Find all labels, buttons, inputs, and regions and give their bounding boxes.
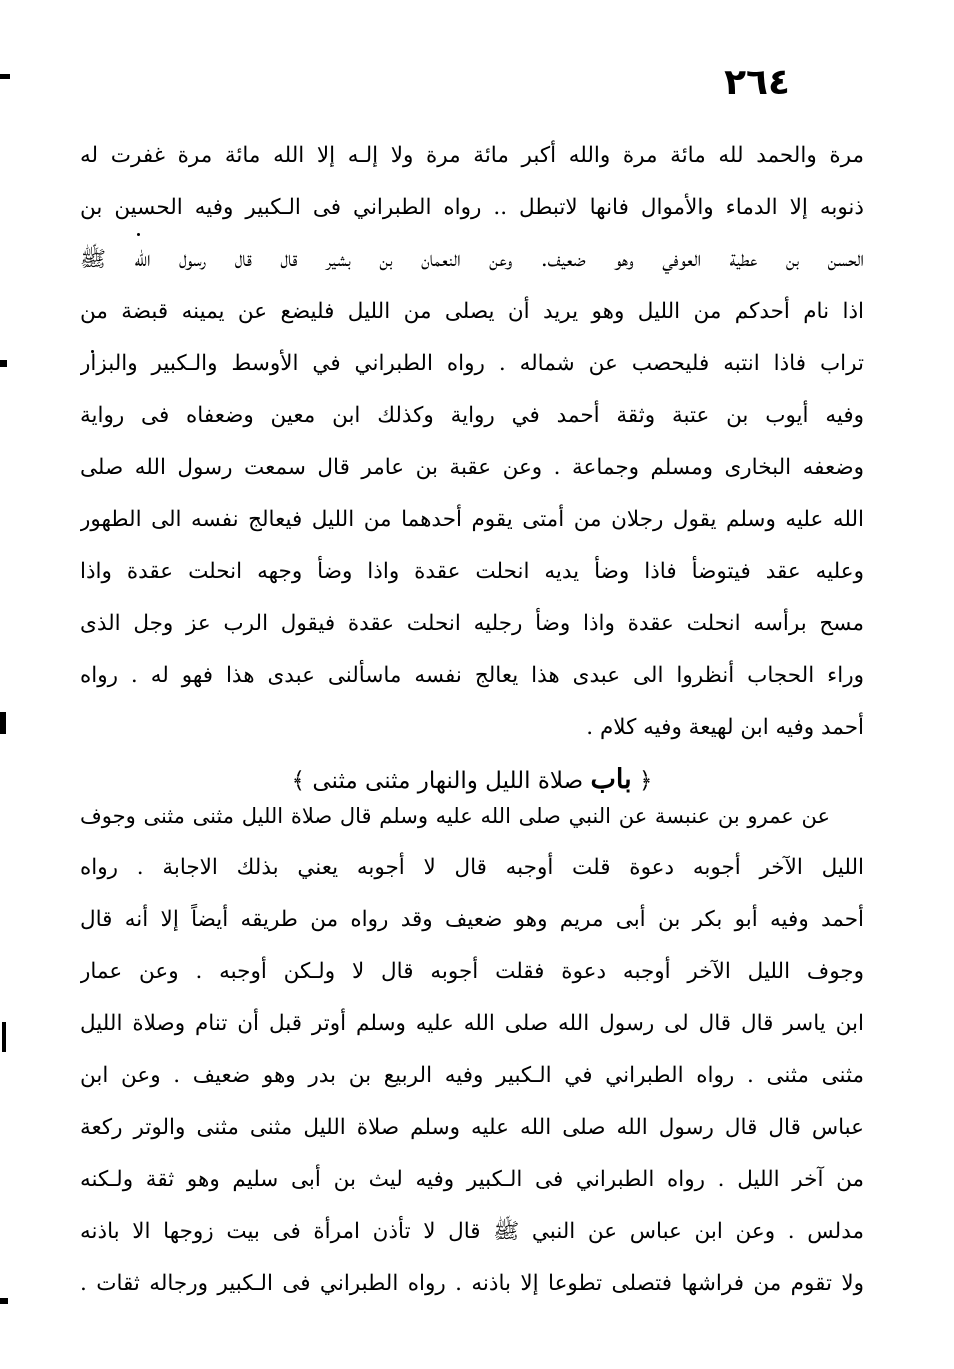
- text-line: مثنى مثنى . رواه الطبراني في الـكبير وفيه الربيع بن بدر وهو ضعيف . وعن ابن: [80, 1063, 864, 1088]
- text-line: الليل الآخر أجوبه دعوة قلت أوجبه قال لا أجوبه يعني بذلك الاجابة . رواه: [80, 855, 864, 880]
- text-line: ذنوبه إلا الدماء والأموال فانها لاتبطل .. رواه الطبراني فى الـكبير وفيه الحسين بن: [80, 195, 864, 220]
- text-line: اذا نام أحدكم من الليل وهو يريد أن يصلى من الليل فليضع عن يمينه قبضة من: [80, 299, 864, 324]
- paragraph-1: [80, 130, 864, 806]
- text-line: وعليه عقد فيتوضأ فاذا وضأ يديه انحلت عقدة واذا وضأ وجهه انحلت عقدة واذا: [80, 559, 864, 584]
- paragraph-2: [80, 790, 864, 1310]
- text-line: أحمد وفيه ابن لهيعة وفيه كلام .: [586, 715, 864, 740]
- text-line: عباس قال قال رسول الله صلى الله عليه وسلم صلاة الليل مثنى مثنى والوتر ركعة: [80, 1115, 864, 1140]
- text-line: الله عليه وسلم يقول رجلان من أمتى يقوم أحدهما من الليل فيعالج نفسه الى الطهور: [80, 507, 864, 532]
- text-line: تراب فاذا انتبه فليحصب عن شماله . رواه الطبراني في الأوسط والـكبير والبزار: [80, 351, 864, 376]
- text-line: ابن ياسر قال قال لى رسول الله صلى الله عليه وسلم أوتر قبل أن تنام وصلاة الليل: [80, 1011, 864, 1036]
- text-line: من آخر الليل . رواه الطبراني فى الـكبير وفيه ليث بن أبى سليم وهو ثقة ولـكنه: [80, 1167, 864, 1192]
- text-line: وفيه أيوب بن عتبة وثقة أحمد في رواية وكذلك ابن معين وضعفاه فى رواية: [80, 403, 864, 428]
- heading-title: صلاة الليل والنهار مثنى مثنى: [312, 768, 584, 794]
- heading-bracket-close: ﴾: [291, 768, 306, 794]
- scan-edge-mark: [0, 360, 7, 367]
- text-line: مرة والحمد لله مائة مرة والله أكبر مائة مرة ولا إلـه إلا الله مائة مرة غفرت له: [80, 143, 864, 168]
- text-line: ولا تقوم من فراشها فتصلى تطوعا إلا باذنه . رواه الطبراني فى الـكبير ورجاله ثقات .: [80, 1271, 864, 1296]
- scan-edge-mark: [2, 1022, 6, 1052]
- page-number: ٢٦٤: [724, 62, 790, 103]
- heading-label: باب: [590, 764, 632, 795]
- text-line: عن عمرو بن عنبسة عن النبي صلى الله عليه وسلم قال صلاة الليل مثنى مثنى وجوف: [80, 804, 830, 828]
- scan-edge-mark: [0, 1298, 8, 1304]
- scan-edge-mark: [0, 74, 10, 79]
- text-line: وضعفه البخارى ومسلم وجماعة . وعن عقبة بن عامر قال سمعت رسول الله صلى: [80, 455, 864, 480]
- text-line: وراء الحجاب أنظروا الى عبدى هذا يعالج نفسه ماسألنى عبدى هذا فهو له . رواه: [80, 663, 864, 688]
- scan-edge-mark: [0, 712, 6, 734]
- heading-bracket-open: ﴿: [638, 768, 653, 794]
- text-line: الحسن بن عطية العوفي وهو ضعيف. وعن النعمان بن بشير قال قال رسول الله ﷺ: [80, 247, 864, 272]
- text-line: مدلس . وعن ابن عباس عن النبي ﷺ قال لا تأذن امرأة فى بيت زوجها الا باذنه: [80, 1219, 864, 1244]
- text-line: أحمد وفيه أبو بكر بن أبى مريم وهو ضعيف وقد رواه من طريقه أيضاً إلا أنه قال: [80, 907, 864, 932]
- text-line: مسح برأسه انحلت عقدة واذا وضأ رجليه انحلت عقدة فيقول الرب عز وجل الذى: [80, 611, 864, 636]
- text-line: وجوف الليل الآخر أوجبه دعوة فقلت أجوبه قال لا ولـكن أوجبه . وعن عمار: [80, 959, 864, 984]
